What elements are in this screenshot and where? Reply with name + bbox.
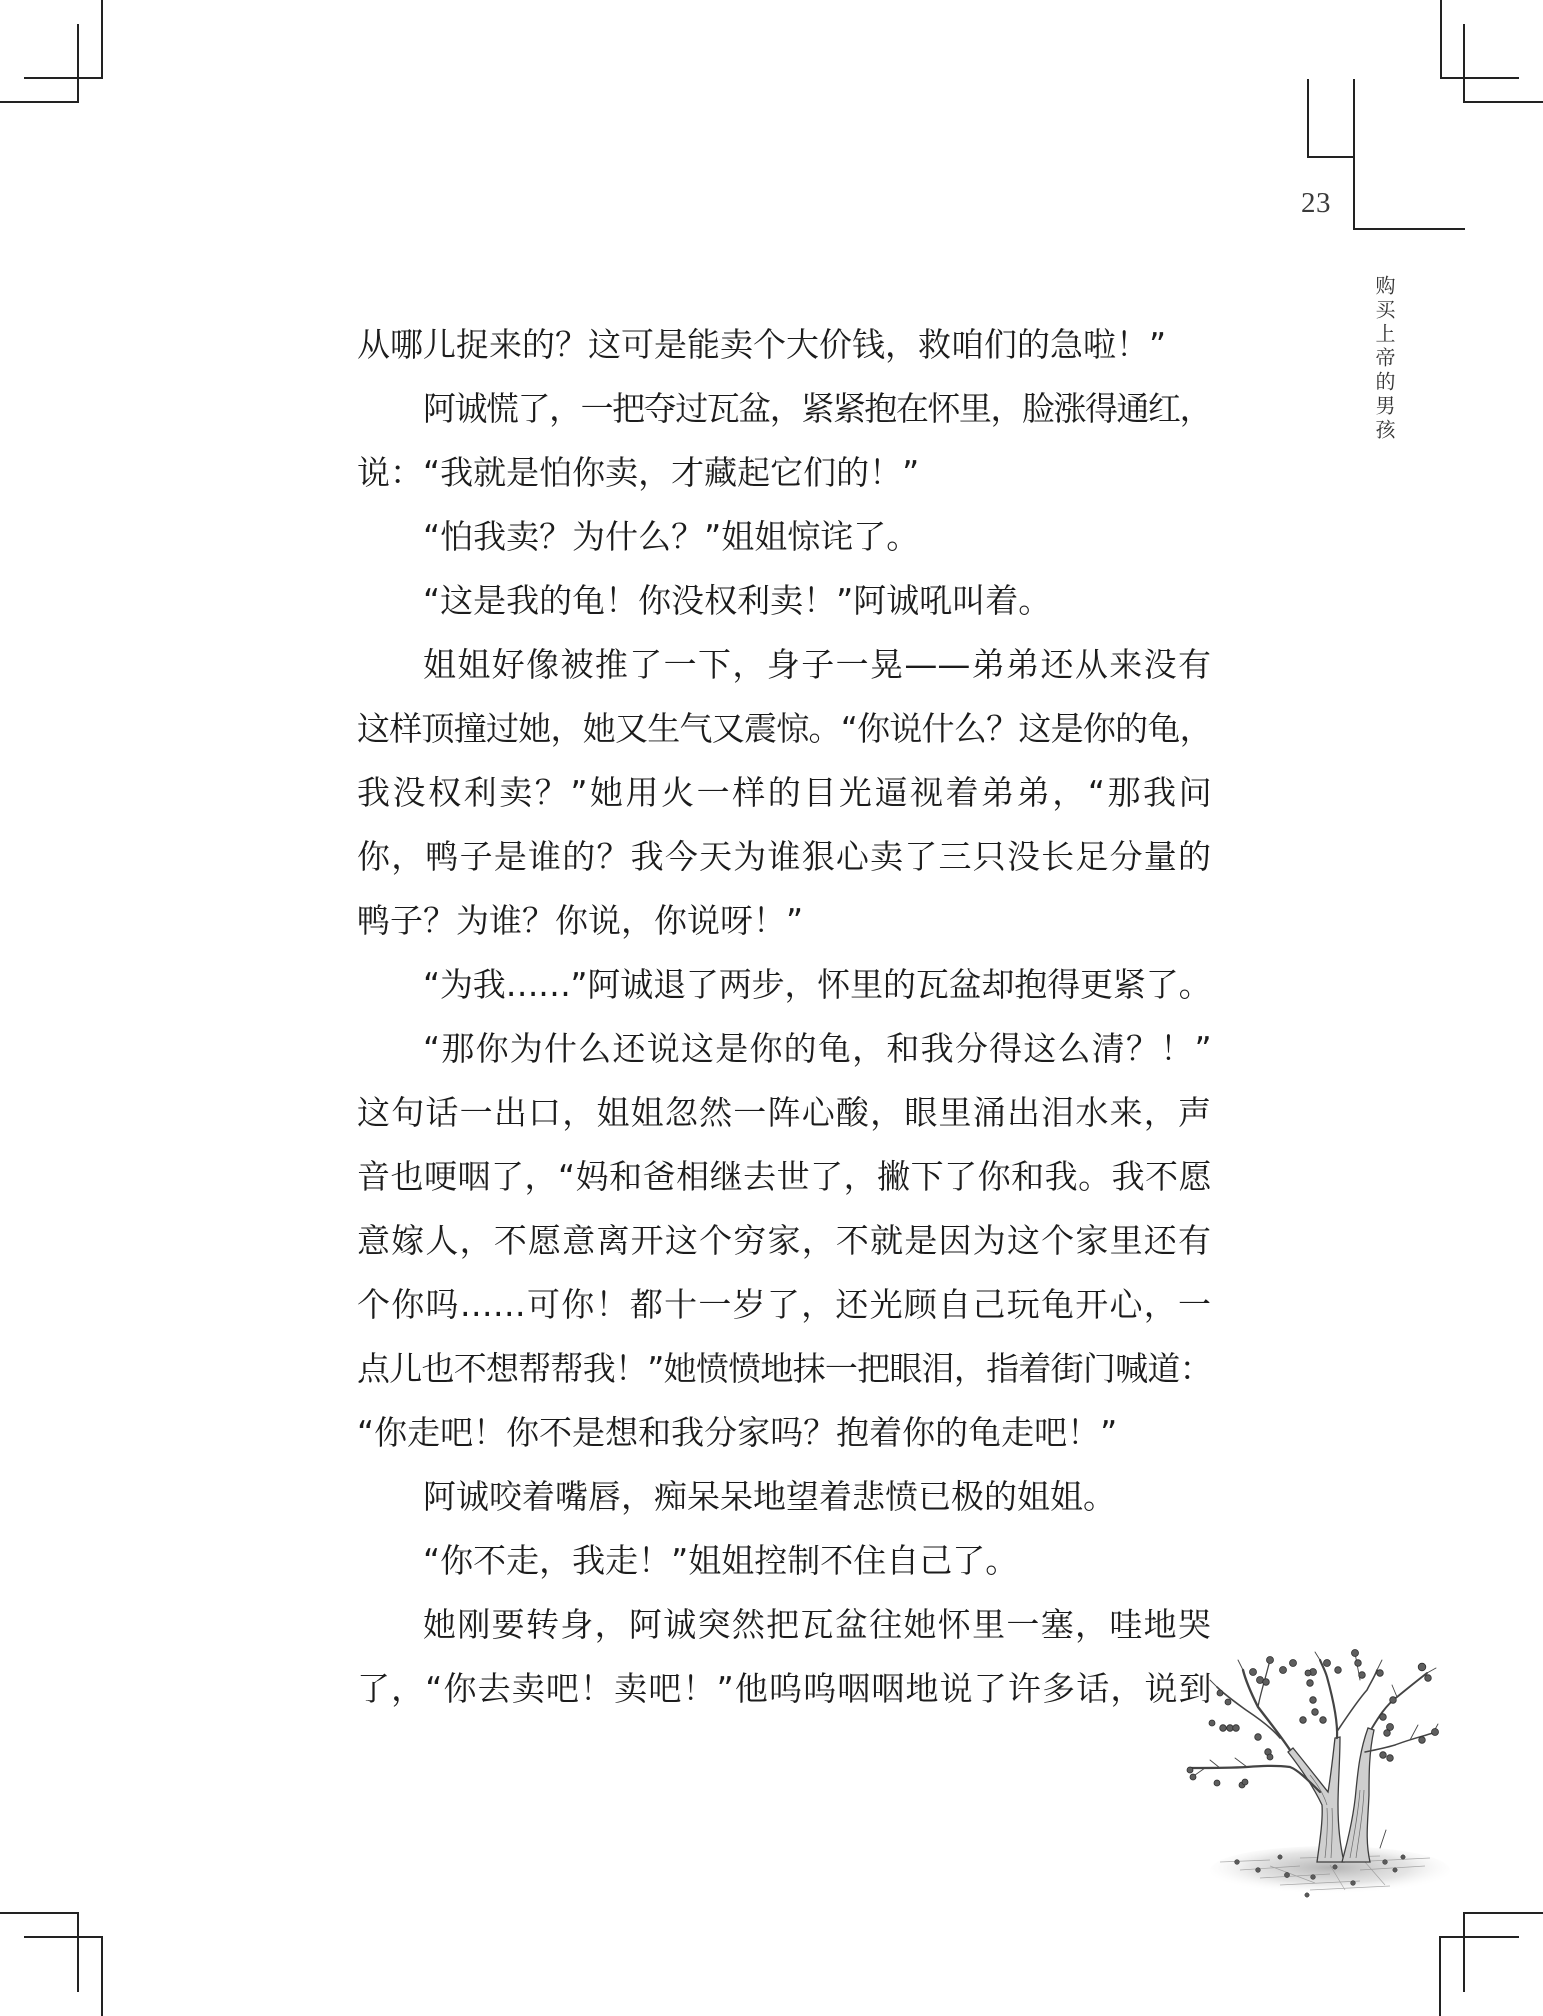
text-line: “你走吧！你不是想和我分家吗？抱着你的龟走吧！” xyxy=(357,1413,1118,1452)
text-line: “怕我卖？为什么？”姐姐惊诧了。 xyxy=(423,517,920,556)
text-line: “这是我的龟！你没权利卖！”阿诚吼叫着。 xyxy=(423,581,1052,620)
text-line: 从哪儿捉来的？这可是能卖个大价钱，救咱们的急啦！” xyxy=(357,325,1167,364)
text-line: 意嫁人，不愿意离开这个穷家，不就是因为这个家里还有 xyxy=(357,1221,1211,1260)
text-line: 个你吗……可你！都十一岁了，还光顾自己玩龟开心，一 xyxy=(357,1285,1211,1324)
running-title: 购买上帝的男孩 xyxy=(1372,275,1396,443)
crop-mark-bottom-right xyxy=(1440,1912,1543,2016)
text-line: “你不走，我走！”姐姐控制不住自己了。 xyxy=(423,1541,1019,1580)
text-line: “那你为什么还说这是你的龟，和我分得这么清？！” xyxy=(423,1029,1211,1068)
text-line: “为我……”阿诚退了两步，怀里的瓦盆却抱得更紧了。 xyxy=(423,965,1211,1004)
tree-branches xyxy=(1190,1652,1438,1848)
text-line: 说：“我就是怕你卖，才藏起它们的！” xyxy=(357,453,920,492)
text-line: 点儿也不想帮帮我！”她愤愤地抹一把眼泪，指着街门喊道： xyxy=(357,1349,1211,1388)
body-text xyxy=(357,313,1211,1721)
text-line: 这句话一出口，姐姐忽然一阵心酸，眼里涌出泪水来，声 xyxy=(357,1093,1211,1132)
text-line: 姐姐好像被推了一下，身子一晃——弟弟还从来没有 xyxy=(423,645,1211,684)
fruit-tree-sketch-icon xyxy=(1180,1640,1460,1920)
crop-mark-top-right xyxy=(1440,0,1543,103)
text-line: 这样顶撞过她，她又生气又震惊。“你说什么？这是你的龟， xyxy=(357,709,1211,748)
text-line: 她刚要转身，阿诚突然把瓦盆往她怀里一塞，哇地哭 xyxy=(423,1605,1211,1644)
page-number: 23 xyxy=(1301,187,1331,219)
text-line: 鸭子？为谁？你说，你说呀！” xyxy=(357,901,804,940)
text-line: 你，鸭子是谁的？我今天为谁狠心卖了三只没长足分量的 xyxy=(357,837,1211,876)
text-line: 阿诚咬着嘴唇，痴呆呆地望着悲愤已极的姐姐。 xyxy=(423,1477,1116,1516)
text-line: 阿诚慌了，一把夺过瓦盆，紧紧抱在怀里，脸涨得通红， xyxy=(423,389,1211,428)
text-line: 音也哽咽了，“妈和爸相继去世了，撇下了你和我。我不愿 xyxy=(357,1157,1211,1196)
text-line: 我没权利卖？”她用火一样的目光逼视着弟弟，“那我问 xyxy=(357,773,1211,812)
crop-mark-bottom-left xyxy=(0,1912,103,2016)
text-line: 了，“你去卖吧！卖吧！”他呜呜咽咽地说了许多话，说到 xyxy=(357,1669,1211,1708)
tree-trunks xyxy=(1288,1728,1374,1862)
crop-mark-top-left xyxy=(0,0,103,103)
